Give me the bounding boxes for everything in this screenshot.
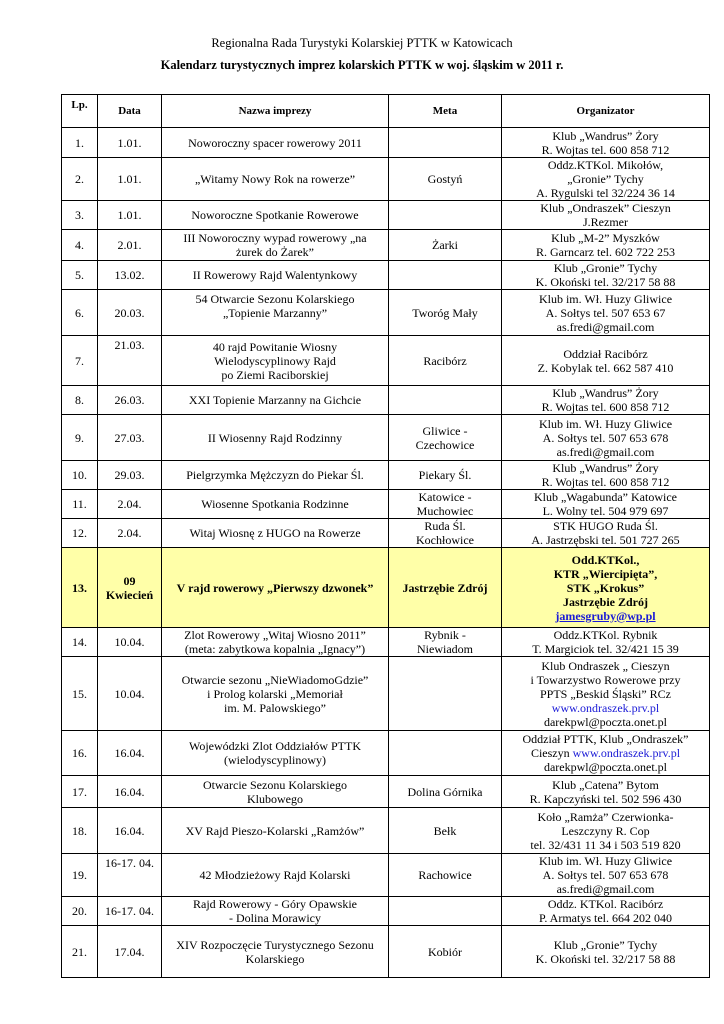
organizer-cell-line: Klub „Wagabunda” Katowice — [534, 490, 677, 504]
destination-cell-line: Katowice - — [418, 490, 472, 504]
organizer-cell-line: as.fredi@gmail.com — [556, 444, 655, 459]
event-name-cell-line: Wielodyscyplinowy Rajd — [214, 353, 336, 368]
table-row — [62, 548, 710, 628]
row-number-cell — [62, 854, 98, 897]
organizer-cell-line: Klub im. Wł. Huzy Gliwice — [538, 416, 673, 431]
destination-cell — [389, 731, 502, 776]
organizer-cell — [502, 657, 710, 731]
organizer-cell — [502, 336, 710, 386]
row-number-cell — [62, 128, 98, 158]
event-name-cell-line: Zlot Rowerowy „Witaj Wiosno 2011” — [184, 628, 366, 642]
event-name-cell-line: Kolarskiego — [245, 951, 305, 966]
organizer-cell — [502, 158, 710, 201]
destination-cell-line: Niewiadom — [417, 642, 473, 656]
event-name-cell-line: (meta: zabytkowa kopalnia „Ignacy”) — [184, 642, 366, 656]
organizer-cell-line: A. Rygulski tel 32/224 36 14 — [536, 186, 675, 200]
event-name-cell-line: po Ziemi Raciborskiej — [221, 367, 329, 382]
organizer-cell-line: Odd.KTKol., — [571, 552, 640, 567]
row-number-cell — [62, 290, 98, 336]
organizer-cell-line: Klub im. Wł. Huzy Gliwice — [538, 291, 673, 306]
event-name-cell — [162, 628, 389, 657]
row-number-cell-line: 9. — [75, 430, 84, 445]
destination-cell-line: Dolina Górnika — [407, 784, 483, 799]
event-name-cell-line: Noworoczne Spotkanie Rowerowe — [191, 208, 359, 222]
destination-cell — [389, 158, 502, 201]
organizer-cell-line: R. Kapczyński tel. 502 596 430 — [529, 791, 682, 806]
organizer-cell-line: P. Armatys tel. 664 202 040 — [538, 911, 672, 925]
table-row — [62, 415, 710, 461]
destination-cell-line: Jastrzębie Zdrój — [402, 580, 488, 595]
event-name-cell-line: XXI Topienie Marzanny na Gichcie — [188, 393, 362, 407]
organizer-cell-line: Klub „Wandrus” Żory — [552, 461, 659, 475]
destination-cell-line: Czechowice — [415, 437, 475, 452]
organizer-cell-line: tel. 32/431 11 34 i 503 519 820 — [530, 837, 681, 852]
row-number-cell — [62, 386, 98, 415]
organizer-cell-line: A. Jastrzębski tel. 501 727 265 — [531, 533, 680, 547]
organizer-cell-line: Klub „Gronie” Tychy — [553, 937, 658, 952]
organizer-cell-line: as.fredi@gmail.com — [556, 882, 655, 896]
destination-cell — [389, 261, 502, 290]
event-name-cell — [162, 261, 389, 290]
event-name-cell — [162, 657, 389, 731]
organizer-cell — [502, 128, 710, 158]
event-name-cell — [162, 490, 389, 519]
date-cell — [98, 201, 162, 230]
table-row — [62, 386, 710, 415]
destination-cell — [389, 336, 502, 386]
date-cell-line: 10.04. — [114, 686, 145, 701]
event-name-cell-line: III Noworoczny wypad rowerowy „na — [183, 231, 367, 245]
organizer-cell-line: Z. Kobylak tel. 662 587 410 — [537, 360, 674, 375]
row-number-cell-line: 1. — [75, 135, 84, 150]
event-name-cell-line: Otwarcie Sezonu Kolarskiego — [203, 777, 347, 792]
event-name-cell — [162, 461, 389, 490]
event-name-cell — [162, 415, 389, 461]
table-row — [62, 731, 710, 776]
row-number-cell-line: 14. — [72, 635, 87, 649]
table-row — [62, 897, 710, 926]
organizer-cell — [502, 776, 710, 808]
organizer-cell — [502, 386, 710, 415]
organizer-cell-line: Klub im. Wł. Huzy Gliwice — [538, 854, 673, 868]
row-number-cell-line: 2. — [75, 172, 84, 186]
organizer-cell-line: Koło „Ramża” Czerwionka- — [537, 809, 674, 824]
event-name-cell — [162, 808, 389, 854]
row-number-cell-line: 15. — [72, 686, 87, 701]
row-number-cell-line: 20. — [72, 904, 87, 918]
date-cell-line: 1.01. — [117, 135, 142, 150]
date-cell — [98, 854, 162, 897]
event-name-cell-line: 40 rajd Powitanie Wiosny — [212, 339, 338, 354]
row-number-cell — [62, 731, 98, 776]
event-name-cell-line: Klubowego — [247, 791, 303, 806]
table-header-row — [62, 95, 710, 128]
event-name-cell — [162, 854, 389, 897]
table-row — [62, 290, 710, 336]
organizer-cell-line: Oddz.KTKol. Rybnik — [553, 628, 658, 642]
organizer-cell-line: PPTS „Beskid Śląski” RCz — [539, 686, 671, 701]
destination-cell — [389, 201, 502, 230]
destination-cell — [389, 490, 502, 519]
row-number-cell-line: 19. — [72, 868, 87, 882]
date-cell-line: 16-17. 04. — [105, 856, 154, 870]
destination-cell-line: Bełk — [433, 823, 457, 838]
table-row — [62, 201, 710, 230]
date-cell-line: 2.04. — [117, 526, 142, 540]
row-number-cell — [62, 461, 98, 490]
date-cell-line: 13.02. — [114, 268, 145, 282]
destination-cell-line: Rachowice — [418, 868, 472, 882]
website-link[interactable]: www.ondraszek.prv.pl — [572, 746, 681, 760]
date-cell — [98, 158, 162, 201]
date-cell — [98, 261, 162, 290]
organizer-cell-line: Leszczyny R. Cop — [561, 823, 650, 838]
row-number-cell — [62, 808, 98, 854]
event-name-cell — [162, 926, 389, 978]
date-cell-line: 21.03. — [114, 338, 145, 352]
destination-cell-line: Racibórz — [423, 353, 467, 368]
date-cell-line: 29.03. — [114, 468, 145, 482]
organizer-cell-line: Klub „Wandrus” Żory — [552, 386, 659, 400]
row-number-cell-line: 17. — [72, 784, 87, 799]
date-cell — [98, 290, 162, 336]
event-name-cell — [162, 548, 389, 628]
row-number-cell-line: 4. — [75, 238, 84, 252]
event-name-cell — [162, 158, 389, 201]
organizer-cell-line: R. Wojtas tel. 600 858 712 — [541, 475, 670, 489]
date-cell-line: 1.01. — [117, 172, 142, 186]
organizer-cell-line: L. Wolny tel. 504 979 697 — [542, 504, 669, 518]
date-cell-line: 10.04. — [114, 635, 145, 649]
date-cell — [98, 808, 162, 854]
organizer-cell-line: Klub „M-2” Myszków — [551, 231, 660, 245]
destination-cell-line: Gliwice - — [422, 423, 468, 438]
destination-cell — [389, 808, 502, 854]
event-name-cell-line: (wielodyscyplinowy) — [224, 753, 326, 767]
row-number-cell — [62, 926, 98, 978]
destination-cell — [389, 657, 502, 731]
event-name-cell-line: Wiosenne Spotkania Rodzinne — [201, 497, 349, 511]
organizer-cell — [502, 201, 710, 230]
organizer-cell-line: Oddział Racibórz — [563, 346, 648, 361]
destination-cell-line: Gostyń — [427, 172, 463, 186]
event-name-cell-line: 42 Młodzieżowy Rajd Kolarski — [199, 868, 351, 882]
organizer-cell-line: STK HUGO Ruda Śl. — [553, 519, 658, 533]
table-row — [62, 128, 710, 158]
date-cell-line: 26.03. — [114, 393, 145, 407]
organizer-cell-line: i Towarzystwo Rowerowe przy — [530, 672, 681, 687]
date-cell — [98, 628, 162, 657]
date-cell-line: 16.04. — [114, 784, 145, 799]
column-header-lp: Lp. — [62, 95, 98, 128]
organizer-cell — [502, 415, 710, 461]
table-row — [62, 461, 710, 490]
organizer-cell-line: A. Sołtys tel. 507 653 67 — [545, 305, 666, 320]
destination-cell — [389, 290, 502, 336]
destination-cell-line: Muchowiec — [416, 504, 474, 518]
table-row — [62, 519, 710, 548]
date-cell-line: 20.03. — [114, 305, 145, 320]
date-cell-line: 16.04. — [114, 823, 145, 838]
date-cell-line: 2.04. — [117, 497, 142, 511]
event-name-cell-line: Pielgrzymka Mężczyzn do Piekar Śl. — [186, 468, 364, 482]
destination-cell — [389, 128, 502, 158]
event-name-cell — [162, 897, 389, 926]
organizer-cell-line: A. Sołtys tel. 507 653 678 — [542, 868, 669, 882]
event-name-cell — [162, 386, 389, 415]
event-name-cell-line: i Prolog kolarski „Memoriał — [207, 686, 343, 701]
event-name-cell-line: Rajd Rowerowy - Góry Opawskie — [193, 897, 357, 911]
column-header-nazwa: Nazwa imprezy — [162, 95, 389, 128]
table-row — [62, 336, 710, 386]
organizer-cell-line: „Gronie” Tychy — [567, 172, 644, 186]
organizer-cell-line: Oddz. KTKol. Racibórz — [547, 897, 664, 911]
date-cell-line: 2.01. — [117, 238, 142, 252]
column-header-meta: Meta — [389, 95, 502, 128]
organizer-cell-line: Klub „Gronie” Tychy — [553, 261, 658, 275]
event-name-cell-line: V rajd rowerowy „Pierwszy dzwonek” — [176, 580, 374, 595]
date-cell — [98, 490, 162, 519]
row-number-cell — [62, 158, 98, 201]
row-number-cell-line: 11. — [72, 497, 87, 511]
row-number-cell — [62, 336, 98, 386]
event-name-cell-line: Otwarcie sezonu „NieWiadomoGdzie” — [181, 672, 369, 687]
event-name-cell-line: żurek do Żarek” — [236, 245, 314, 259]
organizer-cell-line: K. Okoński tel. 32/217 58 88 — [535, 275, 676, 289]
organizer-cell-line: Oddział PTTK, Klub „Ondraszek” — [522, 732, 689, 746]
organizer-cell — [502, 290, 710, 336]
table-row — [62, 261, 710, 290]
row-number-cell — [62, 548, 98, 628]
organizer-cell-line: K. Okoński tel. 32/217 58 88 — [535, 951, 676, 966]
event-name-cell — [162, 290, 389, 336]
date-cell — [98, 519, 162, 548]
organizer-cell — [502, 548, 710, 628]
document-title: Kalendarz turystycznych imprez kolarskich PTTK w woj. śląskim w 2011 r. — [160, 58, 564, 72]
destination-cell — [389, 230, 502, 261]
date-cell — [98, 657, 162, 731]
event-name-cell-line: Wojewódzki Zlot Oddziałów PTTK — [188, 739, 361, 753]
date-cell — [98, 461, 162, 490]
row-number-cell — [62, 628, 98, 657]
column-header-organizator: Organizator — [502, 95, 710, 128]
organizer-cell-line: as.fredi@gmail.com — [556, 319, 655, 334]
date-cell — [98, 926, 162, 978]
organizer-cell-line: Oddz.KTKol. Mikołów, — [547, 158, 664, 172]
row-number-cell — [62, 776, 98, 808]
date-cell-line: 16-17. 04. — [105, 904, 154, 918]
row-number-cell — [62, 897, 98, 926]
organizer-cell-line: STK „Krokus” — [566, 580, 645, 595]
row-number-cell — [62, 490, 98, 519]
destination-cell — [389, 854, 502, 897]
event-name-cell-line: 54 Otwarcie Sezonu Kolarskiego — [195, 292, 355, 306]
row-number-cell-line: 21. — [72, 944, 87, 959]
organizer-cell — [502, 897, 710, 926]
event-name-cell-line: II Rowerowy Rajd Walentynkowy — [192, 268, 358, 282]
organizer-cell-line: KTR „Wiercipięta”, — [553, 566, 658, 581]
row-number-cell — [62, 657, 98, 731]
table-row — [62, 490, 710, 519]
event-name-cell — [162, 519, 389, 548]
date-cell — [98, 776, 162, 808]
event-name-cell — [162, 128, 389, 158]
organizer-cell-line: R. Garncarz tel. 602 722 253 — [536, 245, 675, 259]
row-number-cell — [62, 230, 98, 261]
event-name-cell — [162, 230, 389, 261]
row-number-cell-line: 18. — [72, 823, 87, 838]
event-name-cell-line: „Topienie Marzanny” — [222, 306, 328, 320]
table-row — [62, 158, 710, 201]
organizer-cell — [502, 731, 710, 776]
destination-cell — [389, 628, 502, 657]
organizer-cell — [502, 854, 710, 897]
organizer-cell-line[interactable]: www.ondraszek.prv.pl — [551, 700, 660, 715]
row-number-cell-line: 7. — [75, 353, 84, 368]
organizer-cell — [502, 628, 710, 657]
organizer-cell-line: darekpwl@poczta.onet.pl — [543, 714, 667, 729]
row-number-cell — [62, 201, 98, 230]
table-row — [62, 230, 710, 261]
row-number-cell — [62, 519, 98, 548]
row-number-cell — [62, 261, 98, 290]
row-number-cell-line: 8. — [75, 393, 84, 407]
event-name-cell — [162, 201, 389, 230]
date-cell — [98, 731, 162, 776]
date-cell — [98, 336, 162, 386]
row-number-cell-line: 3. — [75, 208, 84, 222]
date-cell — [98, 897, 162, 926]
destination-cell-line: Kobiór — [428, 944, 462, 959]
events-table — [61, 94, 710, 978]
organizer-cell — [502, 926, 710, 978]
table-row — [62, 926, 710, 978]
organizer-cell-line: T. Margiciok tel. 32/421 15 39 — [532, 642, 679, 656]
destination-cell — [389, 548, 502, 628]
organizer-cell-line: Klub „Ondraszek” Cieszyn — [540, 201, 671, 215]
destination-cell-line: Rybnik - — [424, 628, 466, 642]
date-cell-line: Kwiecień — [105, 587, 154, 602]
destination-cell — [389, 776, 502, 808]
organizer-cell — [502, 490, 710, 519]
organizer-cell-line: Jastrzębie Zdrój — [563, 594, 648, 609]
event-name-cell — [162, 336, 389, 386]
event-name-cell-line: II Wiosenny Rajd Rodzinny — [207, 430, 343, 445]
organizer-cell-line: Klub „Catena” Bytom — [552, 777, 659, 792]
date-cell-line: 16.04. — [114, 746, 145, 760]
destination-cell — [389, 897, 502, 926]
organizer-cell — [502, 461, 710, 490]
date-cell — [98, 128, 162, 158]
date-cell-line: 17.04. — [114, 944, 145, 959]
row-number-cell — [62, 415, 98, 461]
organizer-cell-line: J.Rezmer — [583, 215, 628, 229]
organizer-cell-line: A. Sołtys tel. 507 653 678 — [542, 430, 669, 445]
date-cell-line: 1.01. — [117, 208, 142, 222]
organizer-cell — [502, 519, 710, 548]
table-row — [62, 657, 710, 731]
destination-cell-line: Żarki — [432, 238, 458, 252]
table-row — [62, 628, 710, 657]
event-name-cell — [162, 776, 389, 808]
row-number-cell-line: 6. — [75, 305, 84, 320]
event-name-cell-line: „Witamy Nowy Rok na rowerze” — [194, 172, 356, 186]
event-name-cell-line: Noworoczny spacer rowerowy 2011 — [188, 135, 362, 150]
organizer-cell-line: Cieszyn www.ondraszek.prv.pl — [530, 746, 681, 760]
destination-cell-line: Piekary Śl. — [418, 468, 472, 482]
destination-cell — [389, 519, 502, 548]
destination-cell — [389, 461, 502, 490]
destination-cell — [389, 386, 502, 415]
organizer-cell — [502, 808, 710, 854]
destination-cell-line: Ruda Śl. — [424, 519, 466, 533]
date-cell — [98, 415, 162, 461]
organizer-cell — [502, 230, 710, 261]
destination-cell — [389, 415, 502, 461]
table-row — [62, 808, 710, 854]
row-number-cell-line: 12. — [72, 526, 87, 540]
row-number-cell-line: 13. — [72, 580, 87, 595]
organizer-cell-line[interactable]: jamesgruby@wp.pl — [555, 608, 656, 623]
organizer-cell-line: darekpwl@poczta.onet.pl — [543, 760, 667, 774]
event-name-cell — [162, 731, 389, 776]
organizer-cell — [502, 261, 710, 290]
organizer-cell-line: R. Wojtas tel. 600 858 712 — [541, 142, 670, 157]
date-cell — [98, 386, 162, 415]
destination-cell-line: Kochłowice — [416, 533, 474, 547]
organizer-cell-line: R. Wojtas tel. 600 858 712 — [541, 400, 670, 414]
date-cell — [98, 230, 162, 261]
column-header-data: Data — [98, 95, 162, 128]
event-name-cell-line: XIV Rozpoczęcie Turystycznego Sezonu — [176, 937, 374, 952]
table-row — [62, 776, 710, 808]
row-number-cell-line: 10. — [72, 468, 87, 482]
destination-cell-line: Tworóg Mały — [412, 305, 478, 320]
date-cell-line: 27.03. — [114, 430, 145, 445]
organizer-cell-line: Klub „Wandrus” Żory — [552, 128, 659, 143]
date-cell-line: 09 — [123, 573, 136, 588]
date-cell — [98, 548, 162, 628]
row-number-cell-line: 16. — [72, 746, 87, 760]
destination-cell — [389, 926, 502, 978]
document-header-organization: Regionalna Rada Turystyki Kolarskiej PTTK w Katowicach — [211, 36, 513, 50]
event-name-cell-line: im. M. Palowskiego” — [224, 700, 326, 715]
organizer-cell-line: Klub Ondraszek „ Cieszyn — [541, 658, 670, 673]
event-name-cell-line: - Dolina Morawicy — [229, 911, 321, 925]
event-name-cell-line: XV Rajd Pieszo-Kolarski „Ramżów” — [185, 823, 365, 838]
event-name-cell-line: Witaj Wiosnę z HUGO na Rowerze — [189, 526, 361, 540]
row-number-cell-line: 5. — [75, 268, 84, 282]
table-row — [62, 854, 710, 897]
